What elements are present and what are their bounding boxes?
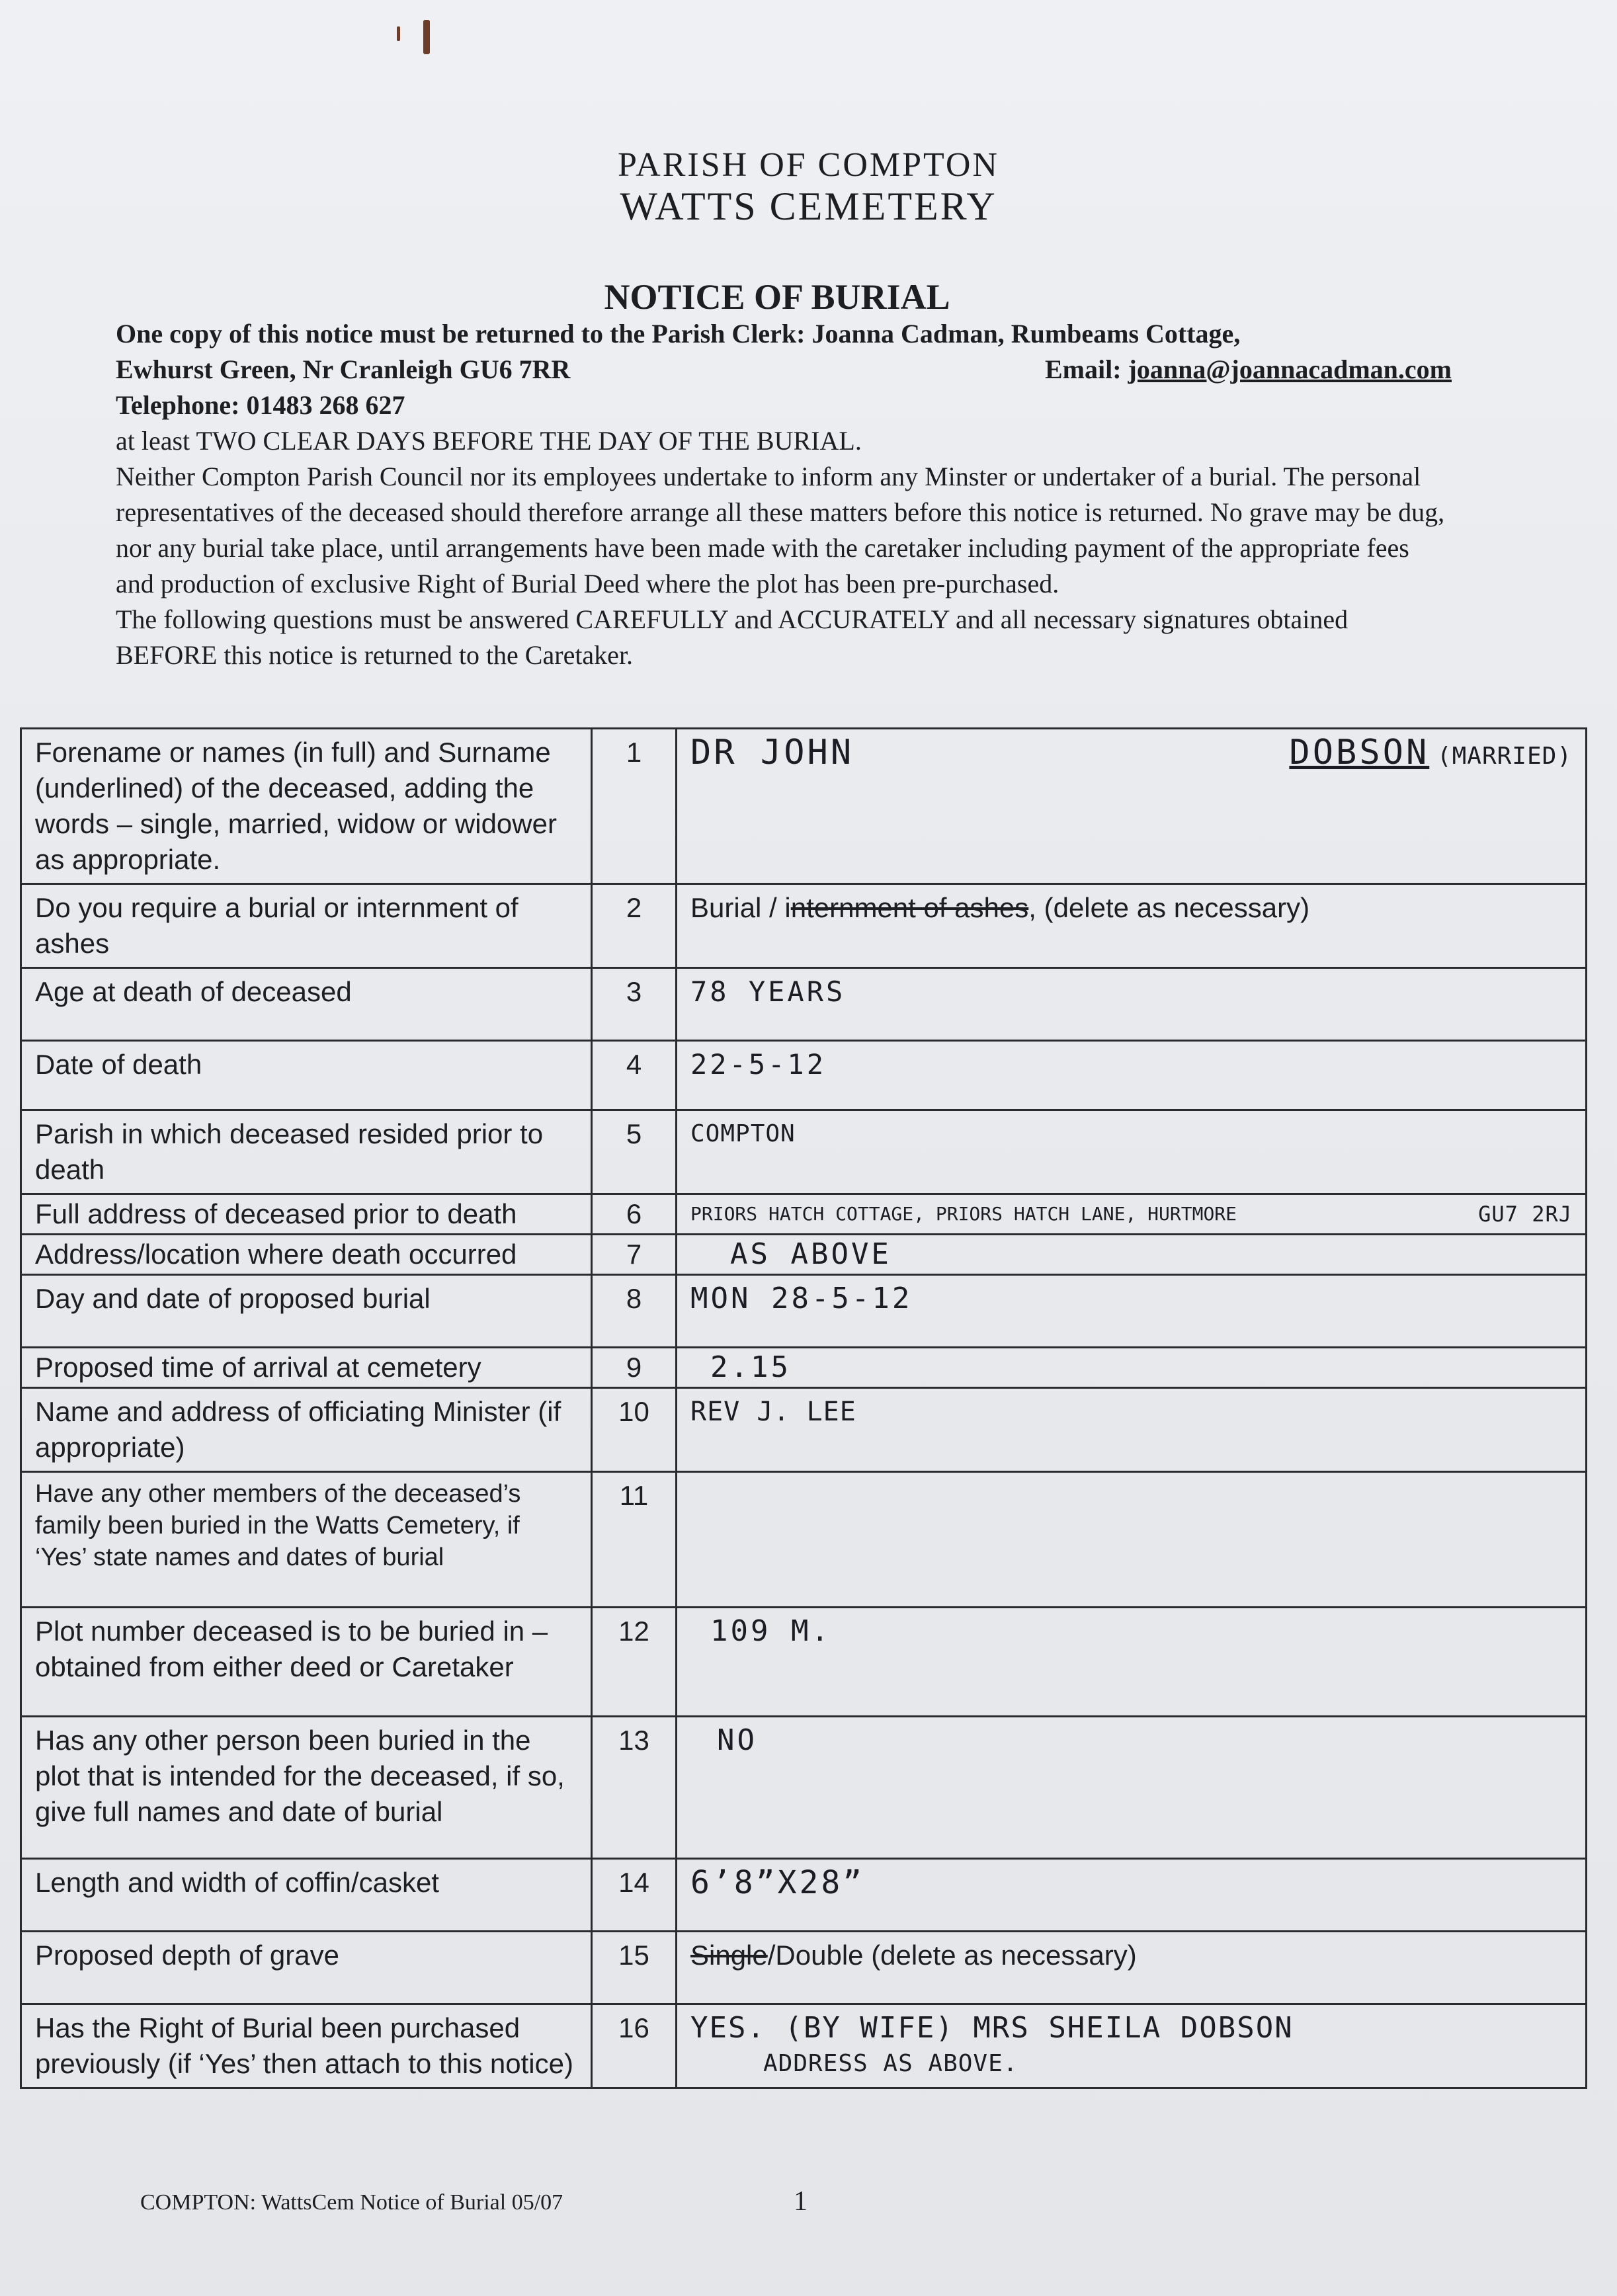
table-row (21, 1932, 1587, 2004)
answer-tail: /Double (delete as necessary) (767, 1940, 1137, 1971)
answer-struck: Single (690, 1940, 768, 1971)
table-row (21, 1717, 1587, 1859)
footer-reference: COMPTON: WattsCem Notice of Burial 05/07 (140, 2190, 563, 2215)
table-row (21, 1110, 1587, 1194)
answer-cell[interactable] (677, 1932, 1587, 2004)
question-number: 1 (592, 729, 677, 884)
question-cell: Have any other members of the deceased’s family been buried in the Watts Cemetery, if ‘Yes’ state names and dates of burial (21, 1472, 592, 1608)
intro-paragraph-1: Neither Compton Parish Council nor its employees undertake to inform any Minster or undertaker of a burial. The personal representatives of the deceased should therefore arrange all these matters before this notice is returned. No grave may be dug, nor any burial take place, until arrangements have been made with the caretaker including payment of the appropriate fees and production of exclusive Right of Burial Deed where the plot has been pre-purchased. (116, 462, 1445, 598)
rust-mark (423, 20, 430, 54)
question-cell: Proposed time of arrival at cemetery (21, 1348, 592, 1388)
question-number: 2 (592, 884, 677, 968)
answer-cell[interactable]: 78 YEARS (677, 968, 1587, 1041)
answer-marital-status: (MARRIED) (1436, 743, 1572, 770)
question-number: 3 (592, 968, 677, 1041)
answer-kept: Burial / i (690, 892, 791, 923)
clerk-address: Ewhurst Green, Nr Cranleigh GU6 7RR (116, 354, 571, 384)
table-row (21, 1275, 1587, 1348)
table-row (21, 1388, 1587, 1472)
question-cell: Day and date of proposed burial (21, 1275, 592, 1348)
table-row (21, 1348, 1587, 1388)
answer-cell[interactable]: REV J. LEE (677, 1388, 1587, 1472)
notice-title: NOTICE OF BURIAL (604, 277, 950, 317)
answer-cell[interactable]: 109 M. (677, 1608, 1587, 1717)
question-number: 11 (592, 1472, 677, 1608)
question-cell: Full address of deceased prior to death (21, 1194, 592, 1235)
answer-cell[interactable] (677, 2004, 1587, 2088)
table-row (21, 968, 1587, 1041)
answer-address: PRIORS HATCH COTTAGE, PRIORS HATCH LANE, HURTMORE (690, 1203, 1237, 1225)
answer-cell[interactable]: MON 28-5-12 (677, 1275, 1587, 1348)
answer-cell[interactable] (677, 1472, 1587, 1608)
question-cell: Name and address of officiating Minister (if appropriate) (21, 1388, 592, 1472)
question-cell: Plot number deceased is to be buried in – obtained from either deed or Caretaker (21, 1608, 592, 1717)
email-link[interactable]: joanna@joannacadman.com (1128, 354, 1452, 384)
telephone: Telephone: 01483 268 627 (116, 390, 405, 420)
question-number: 15 (592, 1932, 677, 2004)
answer-surname: DOBSON (1289, 733, 1430, 772)
answer-tail: , (delete as necessary) (1028, 892, 1310, 923)
answer-forename: DR JOHN (690, 733, 854, 772)
question-cell: Has the Right of Burial been purchased previously (if ‘Yes’ then attach to this notice) (21, 2004, 592, 2088)
return-instruction: One copy of this notice must be returned to the Parish Clerk: Joanna Cadman, Rumbeams Cottage, (116, 319, 1241, 348)
answer-cell[interactable]: 22-5-12 (677, 1041, 1587, 1110)
answer-cell[interactable]: NO (677, 1717, 1587, 1859)
answer-surname-block (1289, 735, 1572, 774)
question-number: 9 (592, 1348, 677, 1388)
question-number: 7 (592, 1235, 677, 1275)
question-cell: Length and width of coffin/casket (21, 1859, 592, 1932)
answer-struck: nternment of ashes (790, 892, 1029, 923)
question-number: 6 (592, 1194, 677, 1235)
table-row (21, 1472, 1587, 1608)
question-number: 10 (592, 1388, 677, 1472)
table-row (21, 2004, 1587, 2088)
answer-cell[interactable]: 2.15 (677, 1348, 1587, 1388)
answer-cell[interactable]: 6’8”X28” (677, 1859, 1587, 1932)
burial-form-table (20, 727, 1587, 2089)
table-row (21, 1608, 1587, 1717)
question-cell: Age at death of deceased (21, 968, 592, 1041)
deadline-text: at least TWO CLEAR DAYS BEFORE THE DAY OF THE BURIAL. (116, 426, 862, 456)
question-cell: Date of death (21, 1041, 592, 1110)
table-row (21, 1041, 1587, 1110)
answer-postcode: GU7 2RJ (1478, 1202, 1572, 1227)
table-row (21, 729, 1587, 884)
table-row (21, 1194, 1587, 1235)
answer-cell[interactable] (677, 884, 1587, 968)
email-label: Email: (1044, 354, 1128, 384)
question-cell: Do you require a burial or internment of ashes (21, 884, 592, 968)
answer-cell[interactable] (677, 729, 1587, 884)
name-answer (690, 735, 1572, 774)
address-email-row (116, 352, 1452, 388)
question-number: 14 (592, 1859, 677, 1932)
question-number: 8 (592, 1275, 677, 1348)
table-row (21, 884, 1587, 968)
address-answer (690, 1196, 1572, 1232)
question-number: 16 (592, 2004, 677, 2088)
answer-cell[interactable]: COMPTON (677, 1110, 1587, 1194)
intro-paragraph-2: The following questions must be answered CAREFULLY and ACCURATELY and all necessary signatures obtained BEFORE this notice is returned to the Caretaker. (116, 604, 1348, 670)
table-row (21, 1235, 1587, 1275)
question-cell: Address/location where death occurred (21, 1235, 592, 1275)
question-number: 5 (592, 1110, 677, 1194)
question-number: 13 (592, 1717, 677, 1859)
page-number: 1 (794, 2186, 808, 2217)
question-number: 4 (592, 1041, 677, 1110)
question-cell: Has any other person been buried in the plot that is intended for the deceased, if so, give full names and date of burial (21, 1717, 592, 1859)
question-cell: Forename or names (in full) and Surname (underlined) of the deceased, adding the words – single, married, widow or widower as appropriate. (21, 729, 592, 884)
answer-line-1: YES. (BY WIFE) MRS SHEILA DOBSON (690, 2011, 1294, 2045)
answer-line-2: ADDRESS AS ABOVE. (763, 2050, 1018, 2077)
intro-text (116, 316, 1452, 673)
question-cell: Parish in which deceased resided prior to death (21, 1110, 592, 1194)
question-number: 12 (592, 1608, 677, 1717)
table-row (21, 1859, 1587, 1932)
answer-cell[interactable] (677, 1194, 1587, 1235)
question-cell: Proposed depth of grave (21, 1932, 592, 2004)
rust-mark-small (397, 26, 400, 41)
parish-title: PARISH OF COMPTON (618, 146, 999, 184)
email-block (1045, 352, 1452, 388)
cemetery-title: WATTS CEMETERY (620, 184, 997, 228)
answer-cell[interactable]: AS ABOVE (677, 1235, 1587, 1275)
